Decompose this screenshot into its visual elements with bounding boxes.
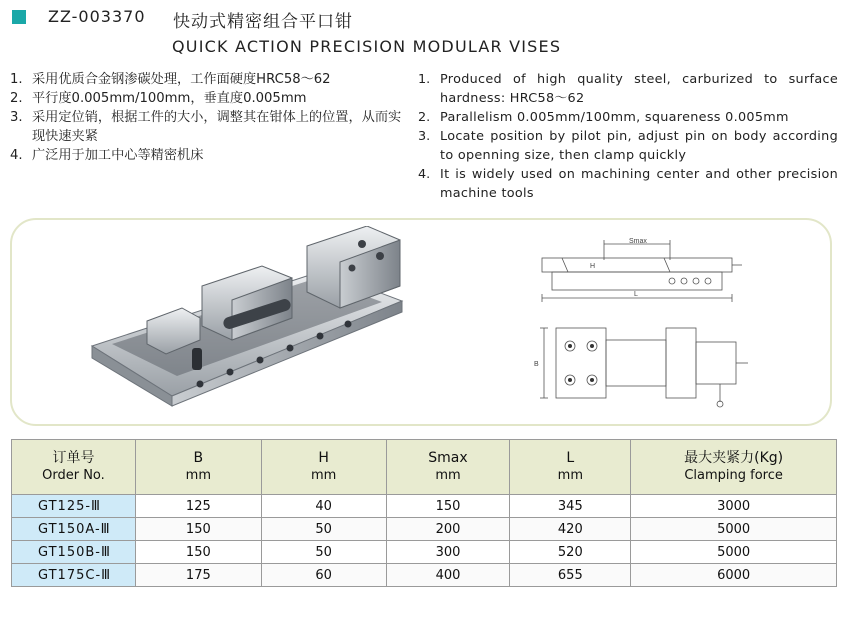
column-header-l xyxy=(510,440,631,495)
table-row xyxy=(12,541,837,564)
column-header-line1: L xyxy=(566,450,575,466)
top-view-drawing xyxy=(532,320,752,410)
cell-b: 125 xyxy=(135,495,261,518)
feature-number: 3. xyxy=(10,110,23,125)
cell-smax: 400 xyxy=(386,564,510,587)
cell-smax: 150 xyxy=(386,495,510,518)
cell-h: 40 xyxy=(261,495,386,518)
feature-text: 广泛用于加工中心等精密机床 xyxy=(32,148,204,163)
column-header-line2: mm xyxy=(310,468,337,483)
cell-force: 6000 xyxy=(631,564,837,587)
cell-force: 5000 xyxy=(631,518,837,541)
feature-number: 1. xyxy=(418,72,431,87)
feature-text: Produced of high quality steel, carburized to surface hardness: HRC58～62 xyxy=(440,72,838,106)
cell-h: 50 xyxy=(261,518,386,541)
feature-number: 2. xyxy=(418,110,431,125)
cell-h: 60 xyxy=(261,564,386,587)
column-header-line1: Smax xyxy=(428,450,468,466)
column-header-line2: mm xyxy=(557,468,583,483)
feature-item xyxy=(10,89,410,108)
feature-item xyxy=(418,70,838,108)
table-row xyxy=(12,564,837,587)
feature-item xyxy=(418,108,838,127)
cell-b: 150 xyxy=(135,518,261,541)
spec-table xyxy=(11,439,837,587)
section-marker-square xyxy=(12,10,26,24)
cell-order: GT175C-Ⅲ xyxy=(12,564,136,587)
cell-h: 50 xyxy=(261,541,386,564)
h-dimension-label: H xyxy=(590,263,596,270)
feature-item xyxy=(10,70,410,89)
column-header-h xyxy=(261,440,386,495)
column-header-line2: Clamping force xyxy=(684,468,783,483)
cell-force: 3000 xyxy=(631,495,837,518)
feature-number: 3. xyxy=(418,129,431,144)
table-header-row xyxy=(12,440,837,495)
cell-l: 420 xyxy=(510,518,631,541)
table-row xyxy=(12,518,837,541)
column-header-line1: 最大夹紧力(Kg) xyxy=(684,450,784,466)
feature-text: 平行度0.005mm/100mm，垂直度0.005mm xyxy=(32,91,307,106)
cell-force: 5000 xyxy=(631,541,837,564)
cell-order: GT125-Ⅲ xyxy=(12,495,136,518)
b-dimension-label: B xyxy=(534,361,539,368)
page-title-en: QUICK ACTION PRECISION MODULAR VISES xyxy=(172,37,562,56)
table-row xyxy=(12,495,837,518)
feature-item xyxy=(418,127,838,165)
smax-dimension-label: Smax xyxy=(629,238,647,245)
column-header-line1: 订单号 xyxy=(52,450,95,466)
column-header-order xyxy=(12,440,136,495)
column-header-line1: B xyxy=(193,450,204,466)
features-list-cn xyxy=(10,70,410,165)
cell-b: 150 xyxy=(135,541,261,564)
column-header-smax xyxy=(386,440,510,495)
feature-item xyxy=(418,165,838,203)
cell-b: 175 xyxy=(135,564,261,587)
column-header-line2: Order No. xyxy=(42,468,105,483)
feature-text: 采用定位销，根据工件的大小，调整其在钳体上的位置，从而实现快速夹紧 xyxy=(32,110,402,144)
feature-text: It is widely used on machining center and other precision machine tools xyxy=(440,167,838,201)
cell-l: 520 xyxy=(510,541,631,564)
column-header-line2: mm xyxy=(435,468,461,483)
cell-order: GT150A-Ⅲ xyxy=(12,518,136,541)
cell-smax: 300 xyxy=(386,541,510,564)
feature-item xyxy=(10,108,410,146)
product-code: ZZ-003370 xyxy=(48,7,146,26)
column-header-line2: mm xyxy=(185,468,211,483)
feature-number: 4. xyxy=(418,167,431,182)
feature-text: 采用优质合金钢渗碳处理，工作面硬度HRC58～62 xyxy=(32,72,331,87)
cell-order: GT150B-Ⅲ xyxy=(12,541,136,564)
column-header-b xyxy=(135,440,261,495)
feature-text: Locate position by pilot pin, adjust pin on body according to openning size, then clamp quickly xyxy=(440,129,838,163)
product-image-panel xyxy=(10,218,832,426)
front-view-drawing xyxy=(532,236,742,306)
feature-text: Parallelism 0.005mm/100mm, squareness 0.005mm xyxy=(440,110,789,125)
cell-smax: 200 xyxy=(386,518,510,541)
column-header-line1: H xyxy=(318,450,329,466)
feature-number: 4. xyxy=(10,148,23,163)
cell-l: 655 xyxy=(510,564,631,587)
cell-l: 345 xyxy=(510,495,631,518)
page-title-cn: 快动式精密组合平口钳 xyxy=(173,12,353,32)
vise-product-image xyxy=(82,226,442,416)
l-dimension-label: L xyxy=(634,291,638,298)
column-header-clamping-force xyxy=(631,440,837,495)
feature-number: 1. xyxy=(10,72,23,87)
features-list-en xyxy=(418,70,838,203)
feature-number: 2. xyxy=(10,91,23,106)
feature-item xyxy=(10,146,410,165)
